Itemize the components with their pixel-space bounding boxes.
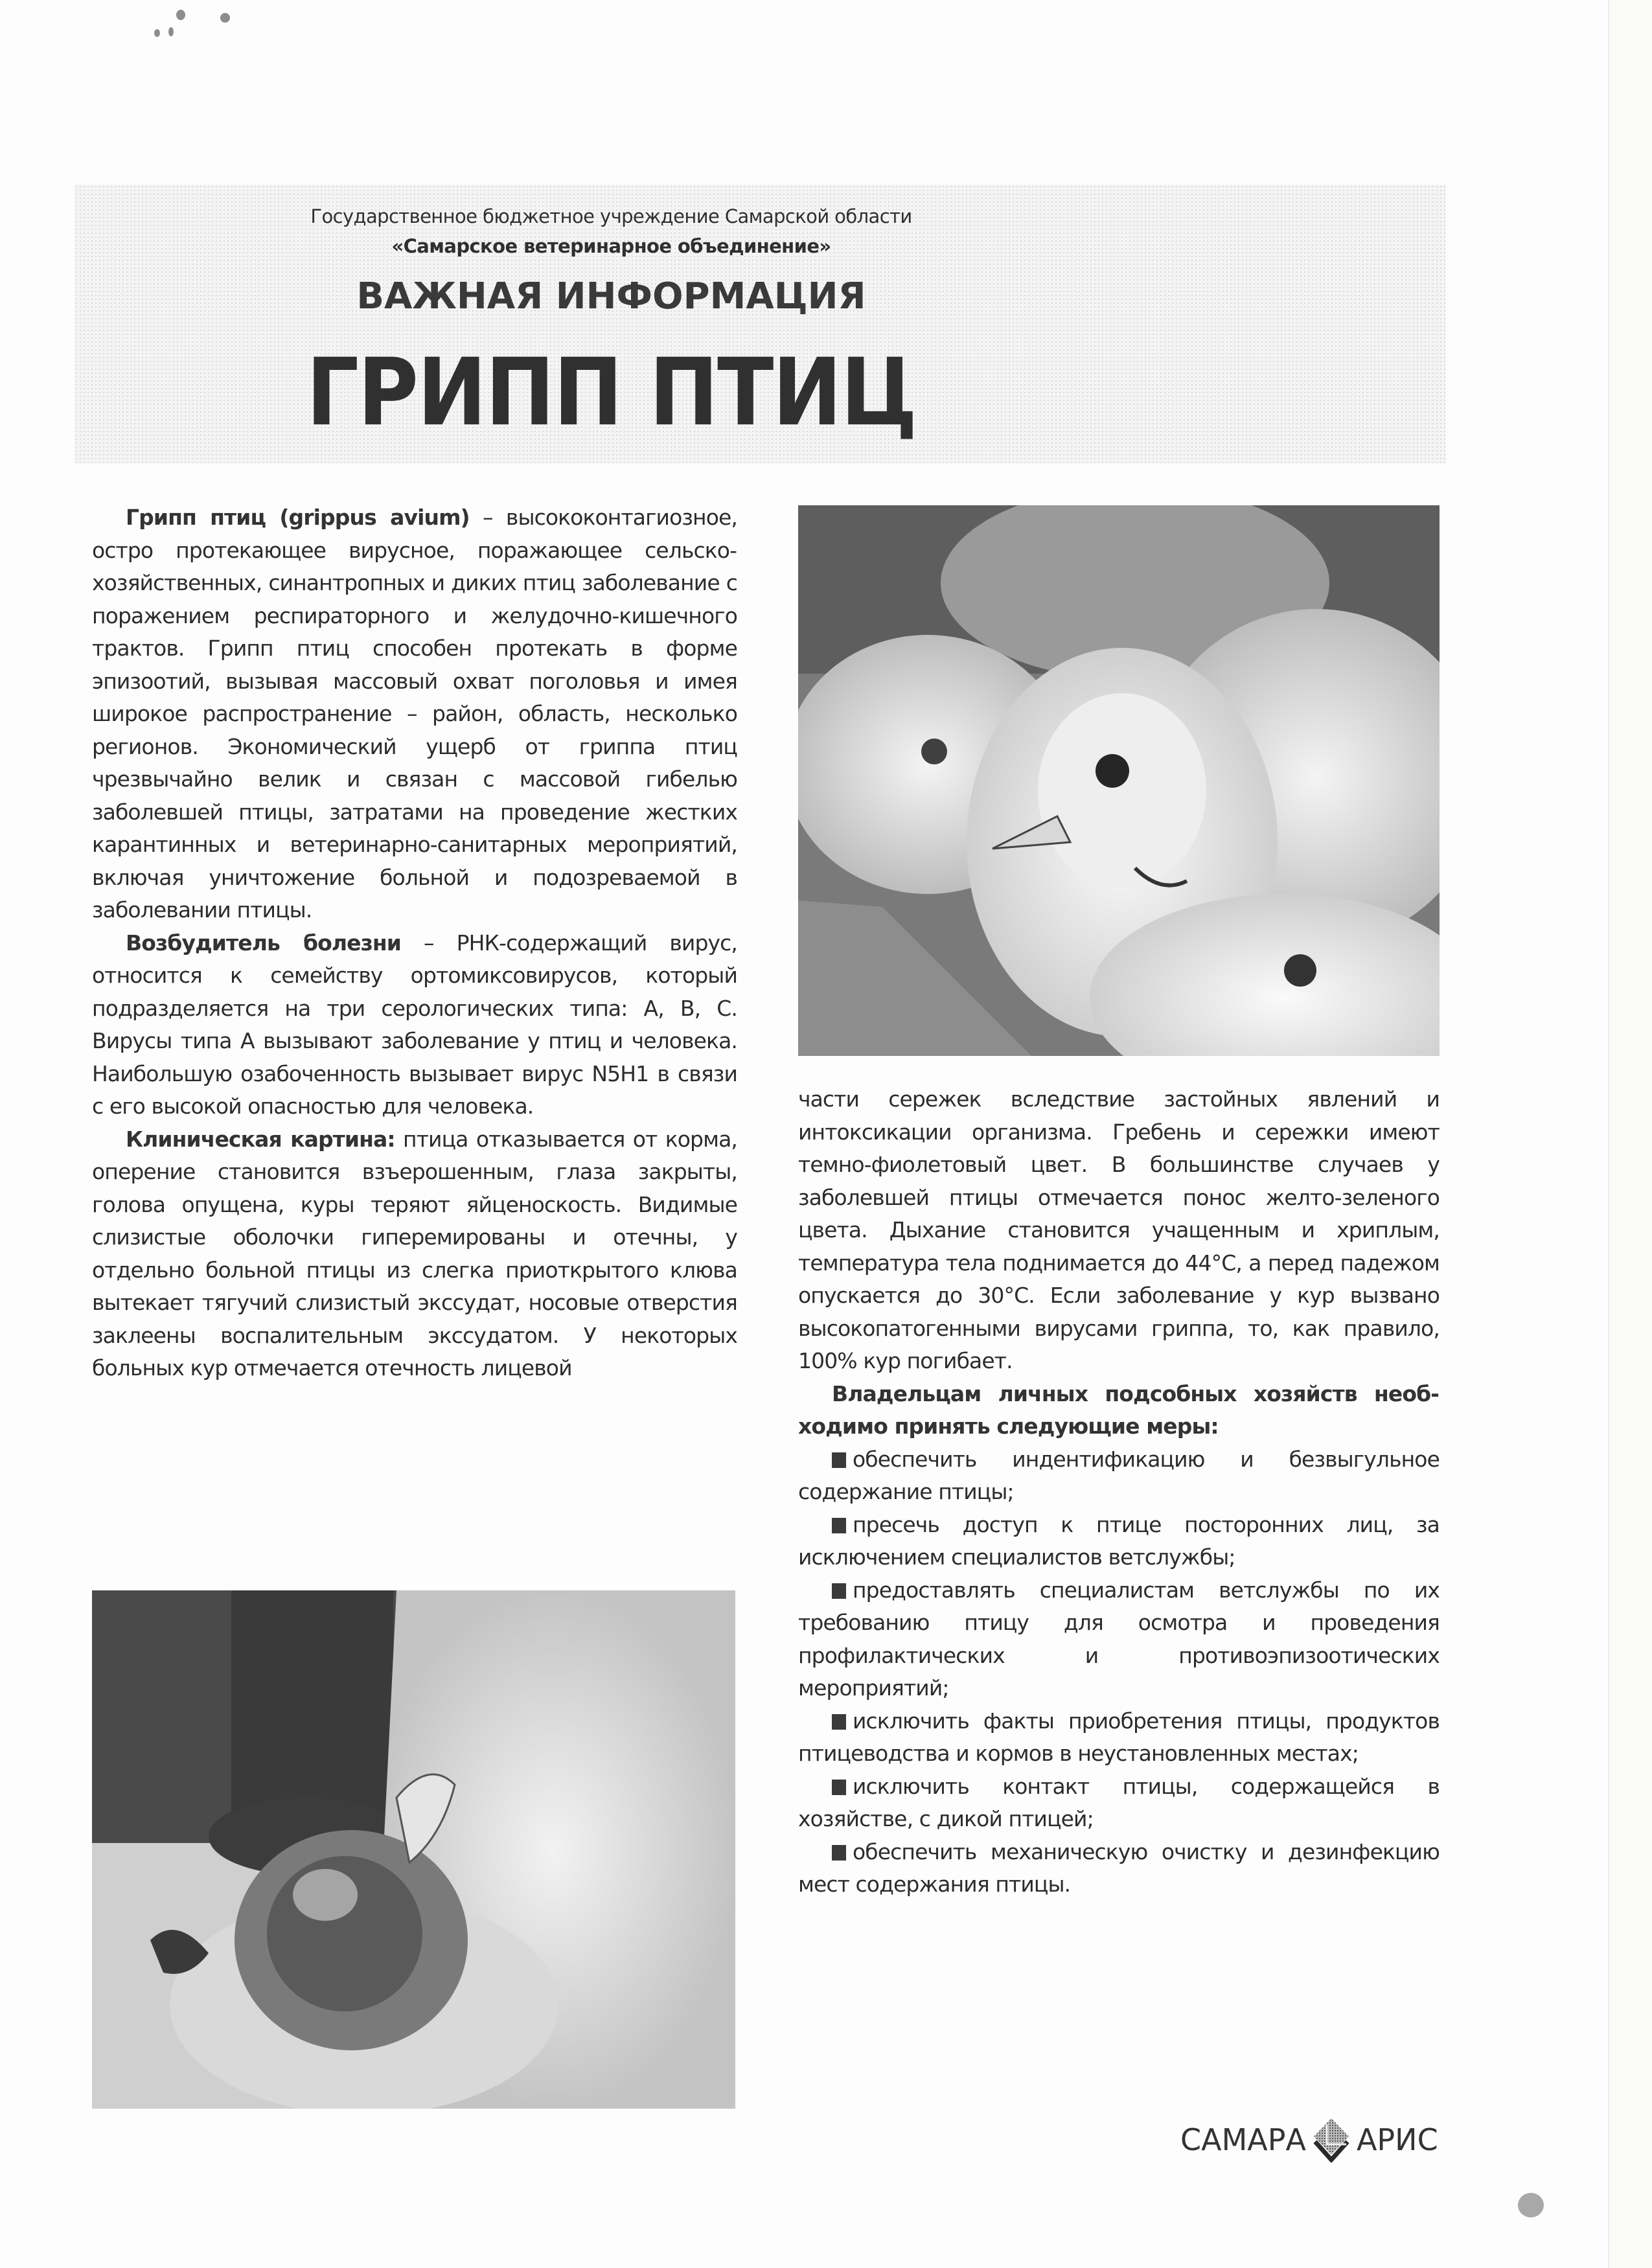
pathogen-lead: Возбудитель болезни <box>126 930 402 956</box>
logo-text-right: АРИС <box>1356 2122 1438 2157</box>
clinical-lead: Клиническая картина: <box>126 1126 395 1152</box>
measure-text: обеспечить индентификацию и безвыгульное содержание птицы; <box>798 1446 1440 1504</box>
scan-speck <box>168 27 174 36</box>
logo-text-left: САМАРА <box>1180 2122 1306 2157</box>
pathogen-paragraph <box>92 927 737 1123</box>
measures-heading: Владельцам личных подсобных хозяйств необходимо принять следующие меры: <box>798 1380 1440 1439</box>
measure-text: исключить контакт птицы, содержащейся в хозяйстве, с дикой птицей; <box>798 1773 1440 1831</box>
intro-paragraph <box>92 501 737 927</box>
samara-aris-logo <box>1180 2117 1438 2162</box>
square-bullet-icon <box>832 1518 846 1533</box>
square-bullet-icon <box>832 1583 846 1599</box>
page-title: ГРИПП ПТИЦ <box>306 339 917 447</box>
organization-subtitle: «Самарское ветеринарное объединение» <box>391 235 831 257</box>
measure-text: исключить факты приобретения птицы, продуктов птицеводства и кормов в неустановленных местах; <box>798 1708 1440 1766</box>
scan-page-edge <box>1608 0 1652 2268</box>
measure-item <box>798 1574 1440 1705</box>
sick-bird-photo <box>92 1590 735 2109</box>
scan-speck <box>154 29 160 37</box>
square-bullet-icon <box>832 1452 846 1468</box>
measure-text: предоставлять специалистам ветслужбы по их требованию птицу для осмотра и проведения профилактических и противоэпизоотических мероприятий; <box>798 1577 1440 1701</box>
intro-text: – высококонтагиозное, остро протекающее вирусное, поражающее сельскохозяйственных, синантропных и диких птиц заболевание с поражением респираторного и желудочно-кишечного трактов. Грипп птиц способен протекать в форме эпизоотий, вызывая массовый охват поголовья и имея широкое распространение – район, область, несколько регионов. Экономический ущерб от гриппа птиц чрезвычайно велик и связан с массовой гибелью заболевшей птицы, затратами на проведение жестких карантинных и ветеринарно-санитарных мероприятий, включая уничтожение больной и подозреваемой в заболевании птицы. <box>92 505 737 922</box>
chickens-photo <box>798 505 1440 1056</box>
measure-text: обеспечить механическую очистку и дезинфекцию мест содержания птицы. <box>798 1838 1440 1897</box>
diamond-icon <box>1311 2117 1351 2162</box>
scan-speck <box>176 10 185 20</box>
measure-item <box>798 1836 1440 1901</box>
pathogen-text: – РНК-содержащий вирус, относится к семейству ортомиксовирусов, который подразделяется на три серологических типа: А, В, С. Вирусы типа А вызывают заболевание у птиц и человека. Наибольшую озабоченность вызывает вирус N5H1 в связи с его высокой опасностью для человека. <box>92 930 737 1119</box>
measure-item <box>798 1770 1440 1836</box>
square-bullet-icon <box>832 1845 846 1861</box>
scan-speck <box>1518 2193 1544 2217</box>
header-banner <box>75 185 1446 463</box>
measure-item <box>798 1705 1440 1770</box>
square-bullet-icon <box>832 1714 846 1730</box>
measure-text: пресечь доступ к птице посторонних лиц, за исключением специалистов ветслужбы; <box>798 1511 1440 1570</box>
measure-item <box>798 1509 1440 1574</box>
organization-name: Государственное бюджетное учреждение Самарской области <box>310 205 912 227</box>
clinical-paragraph <box>92 1123 737 1385</box>
left-text-column <box>92 501 737 1385</box>
clinical-continuation: части сережек вследствие застойных явлений и интоксикации организма. Гребень и сережки имеют темно-фиолетовый цвет. В большинстве случаев у заболевшей птицы отмечается понос желто-зеленого цвета. Дыхание становится учащенным и хриплым, температура тела поднимается до 44°С, а перед падежом опускается до 30°С. Если заболевание у кур вызвано высокопатогенными вирусами гриппа, то, как правило, 100% кур погибает. <box>798 1086 1440 1373</box>
intro-lead: Грипп птиц (grippus avium) <box>126 505 470 530</box>
scan-speck <box>220 13 230 23</box>
right-text-column <box>798 1083 1440 1901</box>
clinical-text: птица отказывается от корма, оперение становится взъерошенным, глаза закрыты, голова опущена, куры теряют яйценоскость. Видимые слизистые оболочки гиперемированы и отечны, у отдельно больной птицы из слегка приоткрытого клюва вытекает тягучий слизистый экссудат, носовые отверстия заклеены воспалительным экссудатом. У некоторых больных кур отмечается отечность лицевой <box>92 1126 737 1380</box>
measure-item <box>798 1443 1440 1509</box>
square-bullet-icon <box>832 1780 846 1795</box>
important-info-heading: ВАЖНАЯ ИНФОРМАЦИЯ <box>356 275 866 317</box>
